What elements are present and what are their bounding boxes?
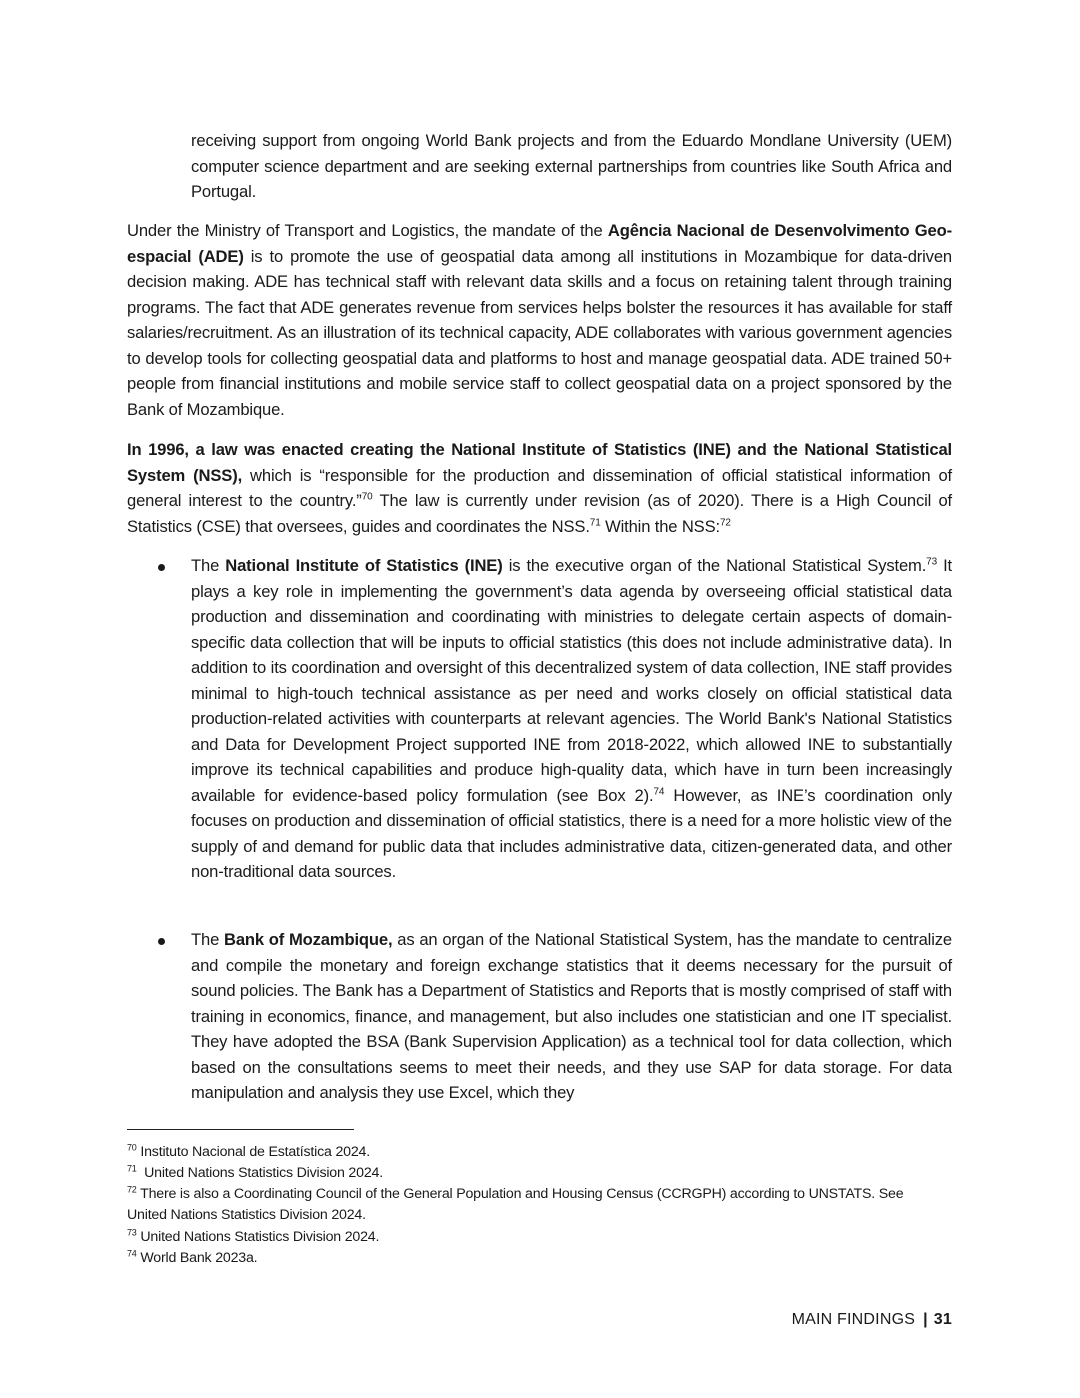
bullet-icon [158, 556, 168, 566]
footnote-text: World Bank 2023a. [140, 1250, 258, 1266]
bullet-item-bank-of-mozambique [191, 927, 952, 1106]
footnote-number: 70 [127, 1142, 137, 1153]
text: is to promote the use of geospatial data among all institutions in Mozambique for data-driven decision making. ADE has technical staff with relevant data skills and a focus on retaining talent through training programs. The fact that ADE generates revenue from services helps bolster the resources it has available for staff salaries/recruitment. As an illustration of its technical capacity, ADE collaborates with various government agencies to develop tools for collecting geospatial data and platforms to host and manage geospatial data. ADE trained 50+ people from financial institutions and mobile service staff to collect geospatial data on a project sponsored by the Bank of Mozambique. [127, 246, 952, 419]
ine-law-heading: In 1996, a law was enacted creating the National Institute of Statistics (INE) and the National Statistical System (NSS), [127, 440, 952, 485]
footnote-74 [127, 1248, 927, 1269]
text: Within the NSS: [600, 516, 720, 536]
paragraph-ade [127, 218, 952, 422]
footnote-ref-72[interactable]: 72 [719, 516, 731, 528]
text: Under the Ministry of Transport and Logistics, the mandate of the [127, 221, 608, 240]
footnote-text: Instituto Nacional de Estatística 2024. [140, 1144, 370, 1160]
page-number: 31 [933, 1311, 952, 1328]
footnote-number: 71 [127, 1163, 137, 1174]
text: It plays a key role in implementing the government’s data agenda by overseeing official statistical data production and dissemination and coordinating with ministries to delegate certain aspects of domain-specific data collection that will be inputs to official statistics (this does not include administrative data). In addition to its coordination and oversight of this decentralized system of data collection, INE staff provides minimal to high-touch technical assistance as per need and works closely on official statistical data production-related activities with counterparts at relevant agencies. The World Bank's National Statistics and Data for Development Project supported INE from 2018-2022, which allowed INE to substantially improve its technical capabilities and produce high-quality data, which have in turn been increasingly available for evidence-based policy formulation (see Box 2). [191, 556, 953, 805]
text: which is “responsible for the production and dissemination of official statistical information of general interest to the country.” [127, 465, 952, 510]
footnote-ref-71[interactable]: 71 [589, 516, 601, 528]
text: The [191, 930, 224, 949]
footnote-ref-74[interactable]: 74 [653, 785, 665, 797]
bullet-icon [158, 930, 168, 940]
text: The [191, 556, 226, 575]
footnote-text: There is also a Coordinating Council of the General Population and Housing Census (CCRGPH) according to UNSTATS. See United Nations Statistics Division 2024. [127, 1186, 904, 1224]
footnote-ref-70[interactable]: 70 [361, 491, 373, 503]
paragraph-ine-law [127, 437, 952, 539]
footnote-divider [127, 1129, 354, 1130]
text: However, as INE’s coordination only focuses on production and dissemination of official statistics, there is a need for a more holistic view of the supply of and demand for public data that includes administrative data, citizen-generated data, and other non-traditional data sources. [191, 785, 952, 881]
text: The law is currently under revision (as of 2020). There is a High Council of Statistics (CSE) that oversees, guides and coordinates the NSS. [127, 491, 952, 536]
bullet-item-ine [191, 553, 952, 885]
footnote-text: United Nations Statistics Division 2024. [140, 1229, 380, 1245]
ade-name: Agência Nacional de Desenvolvimento Geo-espacial (ADE) [127, 221, 952, 266]
text: is the executive organ of the National Statistical System. [502, 556, 927, 575]
paragraph-continuation: receiving support from ongoing World Bank projects and from the Eduardo Mondlane University (UEM) computer science department and are seeking external partnerships from countries like South Africa and Portugal. [191, 131, 952, 201]
footnote-number: 72 [127, 1184, 137, 1195]
footnote-73 [127, 1227, 927, 1248]
footnote-72 [127, 1184, 917, 1227]
page-footer [792, 1311, 952, 1329]
section-title: MAIN FINDINGS [791, 1311, 916, 1328]
text: as an organ of the National Statistical System, has the mandate to centralize and compile the monetary and foreign exchange statistics that it deems necessary for the pursuit of sound policies. The Bank has a Department of Statistics and Reports that is mostly comprised of staff with training in economics, finance, and management, but also includes one statistician and one IT specialist. They have adopted the BSA (Bank Supervision Application) as a technical tool for data collection, which based on the consultations seems to meet their needs, and they use SAP for data storage. For data manipulation and analysis they use Excel, which they [191, 930, 953, 1102]
separator: | [923, 1311, 928, 1328]
footnote-71 [127, 1163, 927, 1184]
footnote-number: 74 [127, 1248, 137, 1259]
bank-name: Bank of Mozambique, [223, 930, 393, 949]
footnote-number: 73 [127, 1227, 137, 1238]
footnote-70 [127, 1142, 927, 1163]
ine-name: National Institute of Statistics (INE) [225, 556, 503, 575]
footnote-ref-73[interactable]: 73 [926, 556, 937, 568]
footnote-text: United Nations Statistics Division 2024. [140, 1165, 383, 1181]
